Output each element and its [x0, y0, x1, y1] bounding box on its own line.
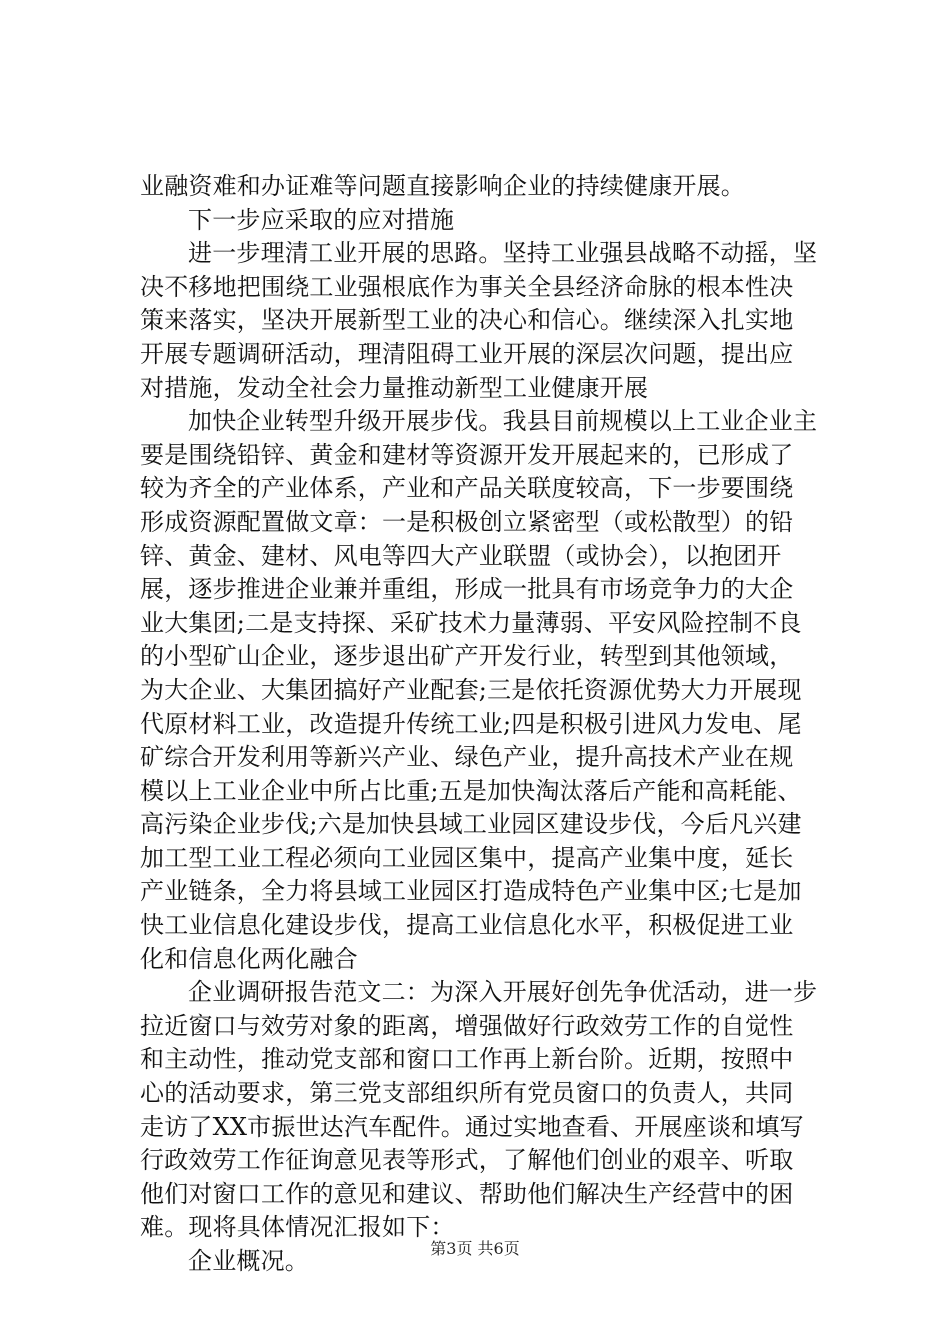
text-line: 企业调研报告范文二：为深入开展好创先争优活动，进一步	[188, 978, 818, 1007]
text-line: 企业概况。	[188, 1247, 309, 1275]
text-line: 和主动性，推动党支部和窗口工作再上新台阶。近期，按照中	[140, 1045, 794, 1074]
text-line: 拉近窗口与效劳对象的距离，增强做好行政效劳工作的自觉性	[140, 1011, 794, 1040]
text-line: 决不移地把围绕工业强根底作为事关全县经济命脉的根本性决	[140, 272, 794, 301]
text-line: 策来落实，坚决开展新型工业的决心和信心。继续深入扎实地	[140, 306, 794, 335]
document-body	[140, 170, 832, 1279]
text-line: 形成资源配置做文章：一是积极创立紧密型（或松散型）的铅	[140, 507, 794, 536]
text-line: 进一步理清工业开展的思路。坚持工业强县战略不动摇，坚	[188, 239, 818, 268]
text-line: 锌、黄金、建材、风电等四大产业联盟（或协会），以抱团开	[140, 541, 782, 570]
text-line: 业融资难和办证难等问题直接影响企业的持续健康开展。	[140, 172, 745, 200]
text-line: 对措施，发动全社会力量推动新型工业健康开展	[140, 373, 649, 402]
text-line: 业大集团;二是支持探、采矿技术力量薄弱、平安风险控制不良	[140, 608, 802, 637]
text-line: 走访了XX市振世达汽车配件。通过实地查看、开展座谈和填写	[140, 1112, 804, 1141]
text-line: 为大企业、大集团搞好产业配套;三是依托资源优势大力开展现	[140, 675, 802, 704]
text-line: 产业链条，全力将县域工业园区打造成特色产业集中区;七是加	[140, 877, 802, 906]
text-line: 代原材料工业，改造提升传统工业;四是积极引进风力发电、尾	[140, 709, 802, 738]
text-line: 难。现将具体情况汇报如下：	[140, 1213, 455, 1242]
text-line: 的小型矿山企业，逐步退出矿产开发行业，转型到其他领域，	[140, 642, 794, 671]
text-line: 行政效劳工作征询意见表等形式，了解他们创业的艰辛、听取	[140, 1146, 794, 1175]
text-line: 加快企业转型升级开展步伐。我县目前规模以上工业企业主	[188, 407, 818, 436]
text-line: 下一步应采取的应对措施	[188, 205, 455, 234]
text-line: 模以上工业企业中所占比重;五是加快淘汰落后产能和高耗能、	[140, 776, 802, 805]
text-line: 他们对窗口工作的意见和建议、帮助他们解决生产经营中的困	[140, 1179, 794, 1208]
text-line: 要是围绕铅锌、黄金和建材等资源开发开展起来的，已形成了	[140, 440, 794, 469]
text-line: 矿综合开发利用等新兴产业、绿色产业，提升高技术产业在规	[140, 743, 794, 772]
text-line: 高污染企业步伐;六是加快县域工业园区建设步伐，今后凡兴建	[140, 810, 802, 839]
text-line: 心的活动要求，第三党支部组织所有党员窗口的负责人，共同	[140, 1079, 794, 1108]
text-line: 开展专题调研活动，理清阻碍工业开展的深层次问题，提出应	[140, 339, 794, 368]
text-line: 化和信息化两化融合	[140, 944, 358, 973]
text-line: 展，逐步推进企业兼并重组，形成一批具有市场竞争力的大企	[140, 575, 794, 604]
text-line: 较为齐全的产业体系，产业和产品关联度较高，下一步要围绕	[140, 474, 794, 503]
text-line: 加工型工业工程必须向工业园区集中，提高产业集中度，延长	[140, 843, 794, 872]
page-footer: 第3页 共6页	[430, 1239, 520, 1258]
text-line: 快工业信息化建设步伐，提高工业信息化水平，积极促进工业	[140, 911, 794, 940]
